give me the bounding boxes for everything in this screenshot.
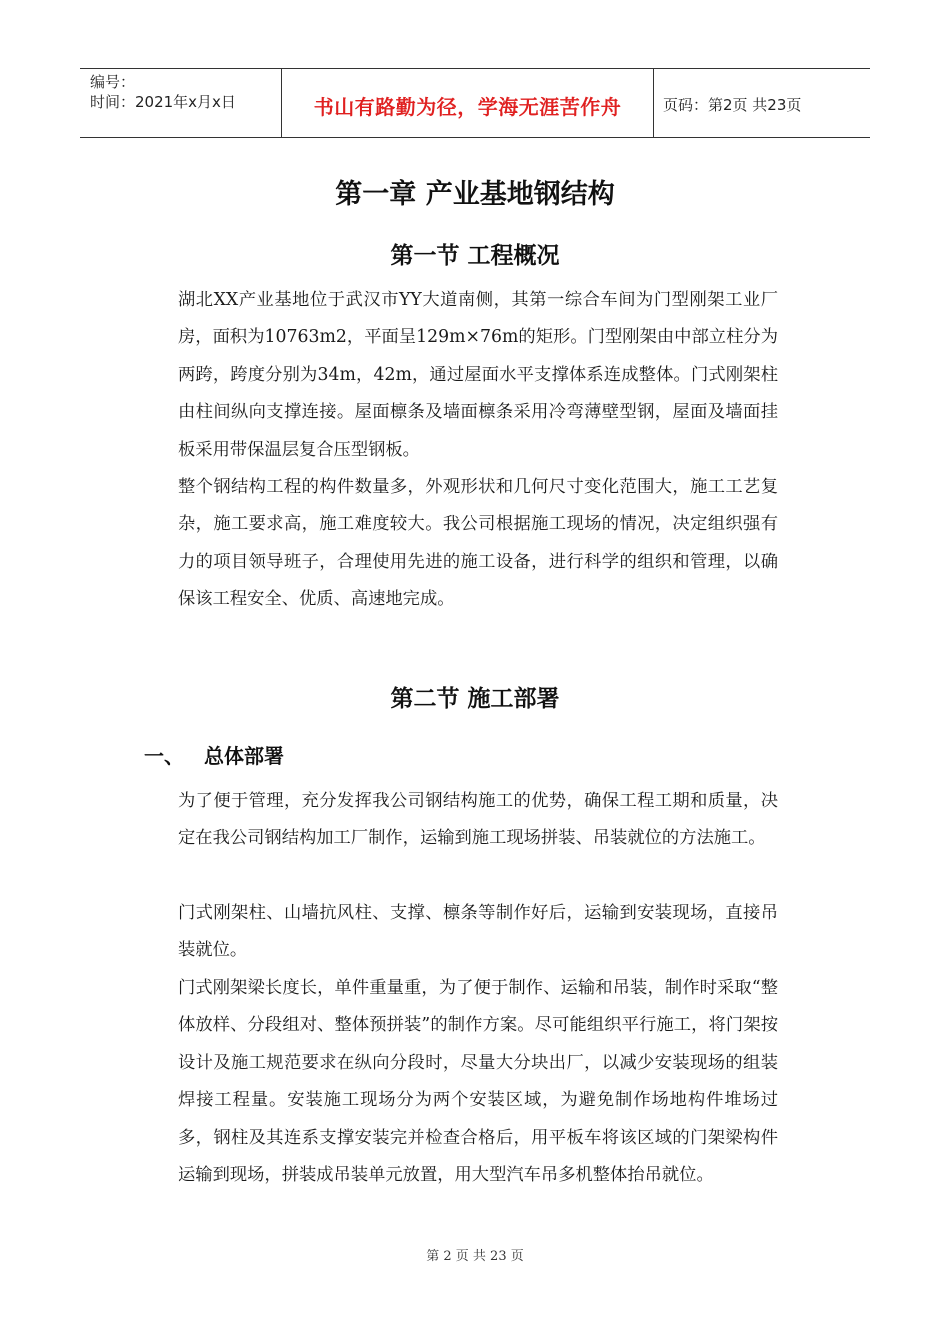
header-number-label: 编号：: [90, 73, 136, 91]
paragraph-deployment-3: 门式刚架梁长度长，单件重量重，为了便于制作、运输和吊装，制作时采取“整体放样、分段组对、整体预拼装”的制作方案。尽可能组织平行施工，将门架按设计及施工规范要求在纵向分段时，尽量大分块出厂，以减少安装现场的组装焊接工程量。安装施工现场分为两个安装区域，为避免制作场地构件堆场过多，钢柱及其连系支撑安装完并检查合格后，用平板车将该区域的门架梁构件运输到现场，拼装成吊装单元放置，用大型汽车吊多机整体抬吊就位。: [178, 978, 778, 1186]
chapter-title: 第一章 产业基地钢结构: [335, 179, 615, 210]
header-motto-cell: [281, 69, 654, 137]
page-footer: 第 2 页 共 23 页: [426, 1249, 524, 1264]
header-motto: 书山有路勤为径，学海无涯苦作舟: [313, 95, 622, 119]
section-title-overview: 第一节 工程概况: [390, 243, 560, 269]
paragraph-deployment-2: 门式刚架柱、山墙抗风柱、支撑、檩条等制作好后，运输到安装现场，直接吊装就位。: [178, 903, 778, 961]
document-header: [80, 68, 870, 138]
subsection-title: 总体部署: [204, 744, 284, 768]
paragraph-deployment-1: 为了便于管理，充分发挥我公司钢结构施工的优势，确保工程工期和质量，决定在我公司钢结构加工厂制作，运输到施工现场拼装、吊装就位的方法施工。: [178, 791, 778, 849]
header-info-cell: [80, 69, 280, 137]
subsection-heading: [144, 740, 284, 769]
subsection-number: 一、: [144, 744, 184, 768]
paragraph-overview-1: 湖北XX产业基地位于武汉市YY大道南侧，其第一综合车间为门型刚架工业厂房，面积为10763m2，平面呈129m×76m的矩形。门型刚架由中部立柱分为两跨，跨度分别为34m，42m，通过屋面水平支撑体系连成整体。门式刚架柱由柱间纵向支撑连接。屋面檩条及墙面檩条采用冷弯薄壁型钢，屋面及墙面挂板采用带保温层复合压型钢板。: [178, 290, 778, 460]
header-page-info: 页码：第2页 共23页: [663, 96, 802, 114]
header-time-label: 时间：2021年x月x日: [90, 93, 236, 111]
paragraph-overview-2: 整个钢结构工程的构件数量多，外观形状和几何尺寸变化范围大，施工工艺复杂，施工要求高，施工难度较大。我公司根据施工现场的情况，决定组织强有力的项目领导班子，合理使用先进的施工设备，进行科学的组织和管理，以确保该工程安全、优质、高速地完成。: [178, 477, 778, 610]
header-page-cell: [653, 69, 870, 137]
section-title-deployment: 第二节 施工部署: [390, 686, 560, 712]
